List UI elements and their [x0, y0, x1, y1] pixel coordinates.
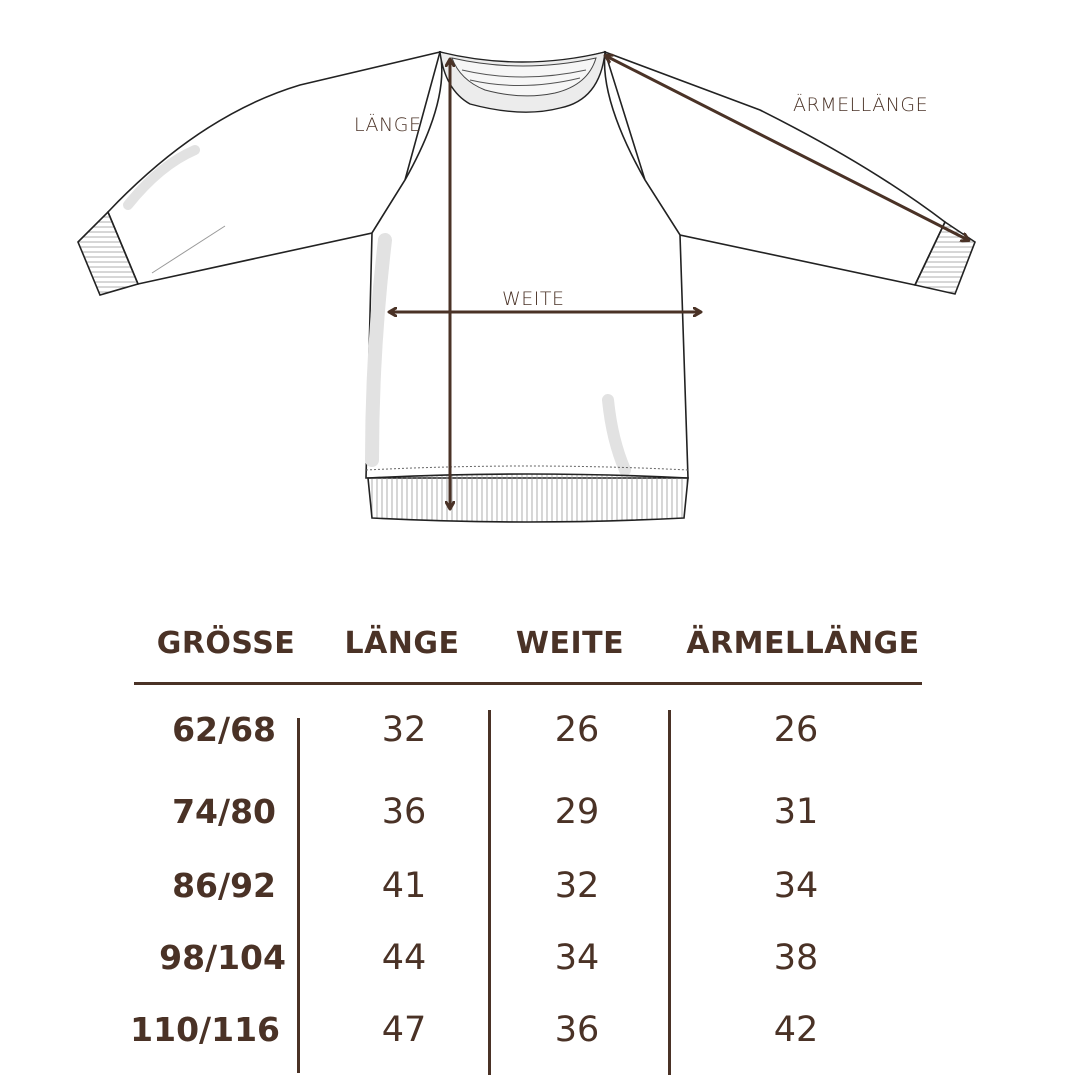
width-label: WEITE: [502, 288, 565, 310]
header-length: LÄNGE: [344, 626, 460, 661]
header-sleeve-length: ÄRMELLÄNGE: [686, 626, 920, 661]
length-cell: 44: [381, 938, 427, 978]
width-cell: 36: [554, 1010, 600, 1050]
header-width: WEITE: [515, 626, 625, 661]
size-cell: 74/80: [172, 792, 276, 831]
header-size: GRÖSSE: [156, 626, 296, 661]
width-cell: 34: [554, 938, 600, 978]
length-cell: 32: [381, 710, 427, 750]
width-cell: 29: [554, 792, 600, 832]
size-cell: 86/92: [172, 866, 276, 905]
width-cell: 26: [554, 710, 600, 750]
size-cell: 98/104: [159, 938, 286, 977]
sleeve-cell: 38: [773, 938, 819, 978]
length-cell: 41: [381, 866, 427, 906]
sleeve-cell: 34: [773, 866, 819, 906]
sleeve-cell: 26: [773, 710, 819, 750]
length-label: LÄNGE: [354, 114, 422, 136]
header-divider: [134, 682, 922, 685]
width-cell: 32: [554, 866, 600, 906]
sleeve-cell: 31: [773, 792, 819, 832]
column-divider: [488, 710, 491, 1075]
column-divider: [668, 710, 671, 1075]
size-cell: 110/116: [130, 1010, 280, 1049]
length-cell: 47: [381, 1010, 427, 1050]
length-cell: 36: [381, 792, 427, 832]
sleeve-length-label: ÄRMELLÄNGE: [793, 94, 929, 116]
size-cell: 62/68: [172, 710, 276, 749]
sleeve-cell: 42: [773, 1010, 819, 1050]
column-divider: [297, 718, 300, 1073]
